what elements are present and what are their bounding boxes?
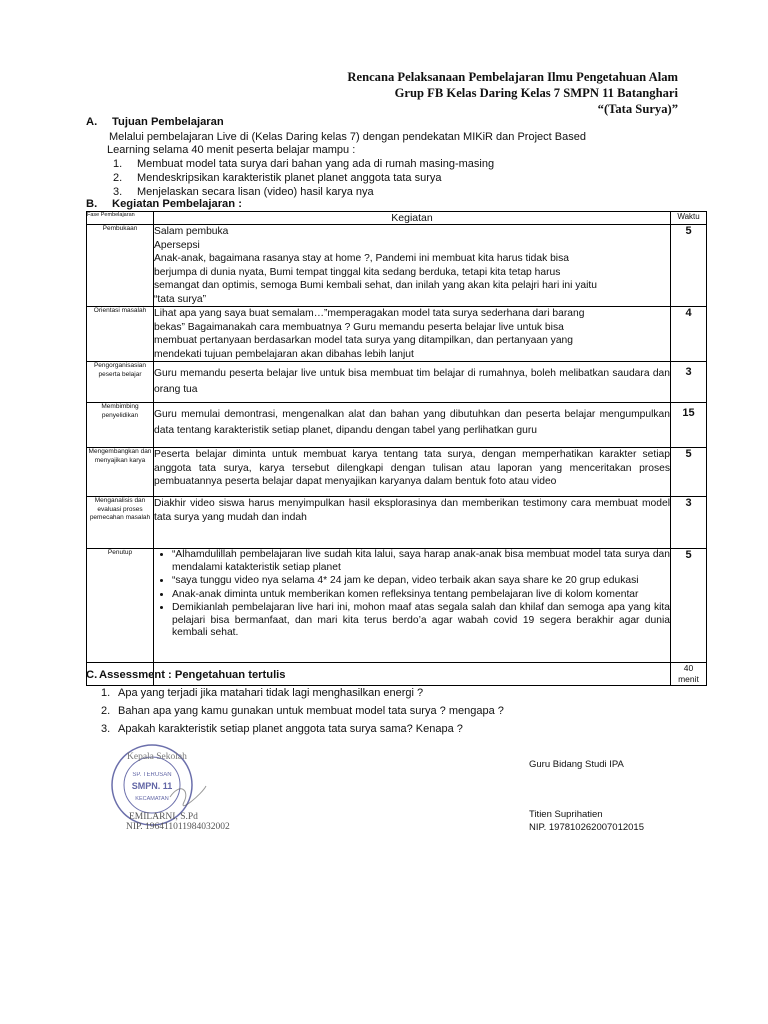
section-a-intro xyxy=(107,131,586,157)
section-a-label: A. xyxy=(86,116,98,128)
list-item: 1. Membuat model tata surya dari bahan yang ada di rumah masing-masing xyxy=(113,158,495,170)
table-row xyxy=(87,549,707,663)
kegiatan-cell: Guru memandu peserta belajar live untuk bisa membuat tim belajar di rumahnya, boleh melibatkan saudara dan orang tua xyxy=(154,362,671,403)
waktu-cell: 15 xyxy=(671,403,707,448)
table-header-row xyxy=(87,212,707,225)
list-item: • Demikianlah pembelajaran live hari ini, mohon maaf atas segala salah dan khilaf dan semoga apa yang kita pelajari bisa bermanfaat, dan mari kita terus berdo’a agar wabah covid 19 segera berakhir agar dunia kembali sehat. xyxy=(172,602,670,640)
objectives-list xyxy=(113,157,494,199)
header-line-3: “(Tata Surya)” xyxy=(597,102,678,116)
teacher-name: Titien Suprihatien xyxy=(529,809,603,820)
table-row xyxy=(87,307,707,362)
headmaster-nip: NIP. 196411011984032002 xyxy=(126,822,230,832)
table-row xyxy=(87,225,707,307)
kegiatan-cell: Diakhir video siswa harus menyimpulkan hasil eksplorasinya dan memberikan testimony cara membuat model tata surya yang mudah dan indah xyxy=(154,497,671,549)
assessment-questions xyxy=(101,684,504,738)
list-item: • Anak-anak diminta untuk memberikan komen refleksinya tentang pembelajaran live di kolom komentar xyxy=(172,589,670,602)
waktu-cell: 3 xyxy=(671,497,707,549)
list-item: 3. Apakah karakteristik setiap planet anggota tata surya sama? Kenapa ? xyxy=(101,723,463,735)
section-c-heading xyxy=(86,669,286,681)
section-b-heading xyxy=(86,198,242,210)
stamp-text-2: SP. TERUSAN xyxy=(132,772,172,778)
section-a-title: Tujuan Pembelajaran xyxy=(112,116,224,128)
teacher-role: Guru Bidang Studi IPA xyxy=(529,759,624,770)
kegiatan-cell xyxy=(154,549,671,663)
fase-cell: Orientasi masalah xyxy=(87,307,154,362)
kegiatan-cell: Guru memulai demontrasi, mengenalkan alat dan bahan yang dibutuhkan dan peserta belajar mengumpulkan data tentang karakteristik setiap planet, dipandu dengan tabel yang perlihatkan guru xyxy=(154,403,671,448)
section-b-label: B. xyxy=(86,198,98,210)
document-header xyxy=(347,69,678,117)
fase-cell: Membimbing penyelidikan xyxy=(87,403,154,448)
table-row xyxy=(87,362,707,403)
section-c-title: Assessment : Pengetahuan tertulis xyxy=(99,669,286,681)
headmaster-role: Kepala Sekolah xyxy=(127,752,187,762)
list-item: • “saya tunggu video nya selama 4* 24 jam ke depan, video terbaik akan saya share ke 20 grup edukasi xyxy=(172,575,670,588)
waktu-cell: 5 xyxy=(671,448,707,497)
closing-bullets xyxy=(154,549,670,640)
table-row xyxy=(87,403,707,448)
waktu-cell: 5 xyxy=(671,549,707,663)
kegiatan-cell: Peserta belajar diminta untuk membuat karya tentang tata surya, dengan memperhatikan karakter setiap anggota tata surya, karya tersebut dilengkapi dengan tulisan atau laporan yang menceritakan proses pembuatannya peserta belajar dapat menyajikan karyanya dalam bentuk foto atau video xyxy=(154,448,671,497)
kegiatan-cell: Salam pembuka Apersepsi Anak-anak, bagaimana rasanya stay at home ?, Pandemi ini membuat kita harus tidak bisa berjumpa di dunia nyata, Bumi tempat tinggal kita sedang berduka, tetapi kita tetap harus semangat dan optimis, semoga Bumi kembali sehat, dan inilah yang akan kita pelajri hari ini yaitu “tata surya” xyxy=(154,225,671,307)
fase-cell: Penutup xyxy=(87,549,154,663)
waktu-cell: 4 xyxy=(671,307,707,362)
column-header-kegiatan: Kegiatan xyxy=(154,212,671,225)
kegiatan-cell: Lihat apa yang saya buat semalam…”memperagakan model tata surya sederhana dari barang bekas” Bagaimanakah cara membuatnya ? Guru memandu peserta belajar live untuk bisa membuat pertanyaan berdasarkan model tata surya yang ditampilkan, dan pertanyaan yang mendekati tujuan pembelajaran akan dibahas lebih lanjut xyxy=(154,307,671,362)
activity-table xyxy=(86,211,707,686)
total-time-cell: 40 menit xyxy=(671,663,707,686)
section-a-heading xyxy=(86,116,224,128)
list-item: • “Alhamdulillah pembelajaran live sudah kita lalui, saya harap anak-anak bisa membuat model tata surya dan mendalami katakteristik setiap planet xyxy=(172,549,670,574)
table-row xyxy=(87,497,707,549)
table-row xyxy=(87,448,707,497)
fase-cell: Menganalisis dan evaluasi proses pemecahan masalah xyxy=(87,497,154,549)
list-item: 3. Menjelaskan secara lisan (video) hasil karya nya xyxy=(113,186,374,198)
header-line-1: Rencana Pelaksanaan Pembelajaran Ilmu Pengetahuan Alam xyxy=(347,70,678,84)
headmaster-name: EMILARNI, S.Pd xyxy=(129,812,198,822)
waktu-cell: 5 xyxy=(671,225,707,307)
list-item: 2. Mendeskripsikan karakteristik planet planet anggota tata surya xyxy=(113,172,442,184)
section-b-title: Kegiatan Pembelajaran : xyxy=(112,198,242,210)
list-item: 2. Bahan apa yang kamu gunakan untuk membuat model tata surya ? mengapa ? xyxy=(101,705,504,717)
fase-cell: Pembukaan xyxy=(87,225,154,307)
teacher-nip: NIP. 197810262007012015 xyxy=(529,822,644,833)
fase-cell: Pengorganisasian peserta belajar xyxy=(87,362,154,403)
waktu-cell: 3 xyxy=(671,362,707,403)
stamp-text-1: SMPN. 11 xyxy=(131,781,173,791)
stamp-text-3: KECAMATAN xyxy=(135,796,169,802)
column-header-fase: Fase Pembelajaran xyxy=(87,212,154,225)
header-line-2: Grup FB Kelas Daring Kelas 7 SMPN 11 Batanghari xyxy=(394,86,678,100)
column-header-waktu: Waktu xyxy=(671,212,707,225)
intro-line-2: Learning selama 40 menit peserta belajar mampu : xyxy=(107,144,356,156)
fase-cell: Mengembangkan dan menyajikan karya xyxy=(87,448,154,497)
list-item: 1. Apa yang terjadi jika matahari tidak lagi menghasilkan energi ? xyxy=(101,687,424,699)
section-c-label: C. xyxy=(86,669,98,681)
intro-line-1: Melalui pembelajaran Live di (Kelas Daring kelas 7) dengan pendekatan MIKiR dan Project Based xyxy=(109,131,586,143)
